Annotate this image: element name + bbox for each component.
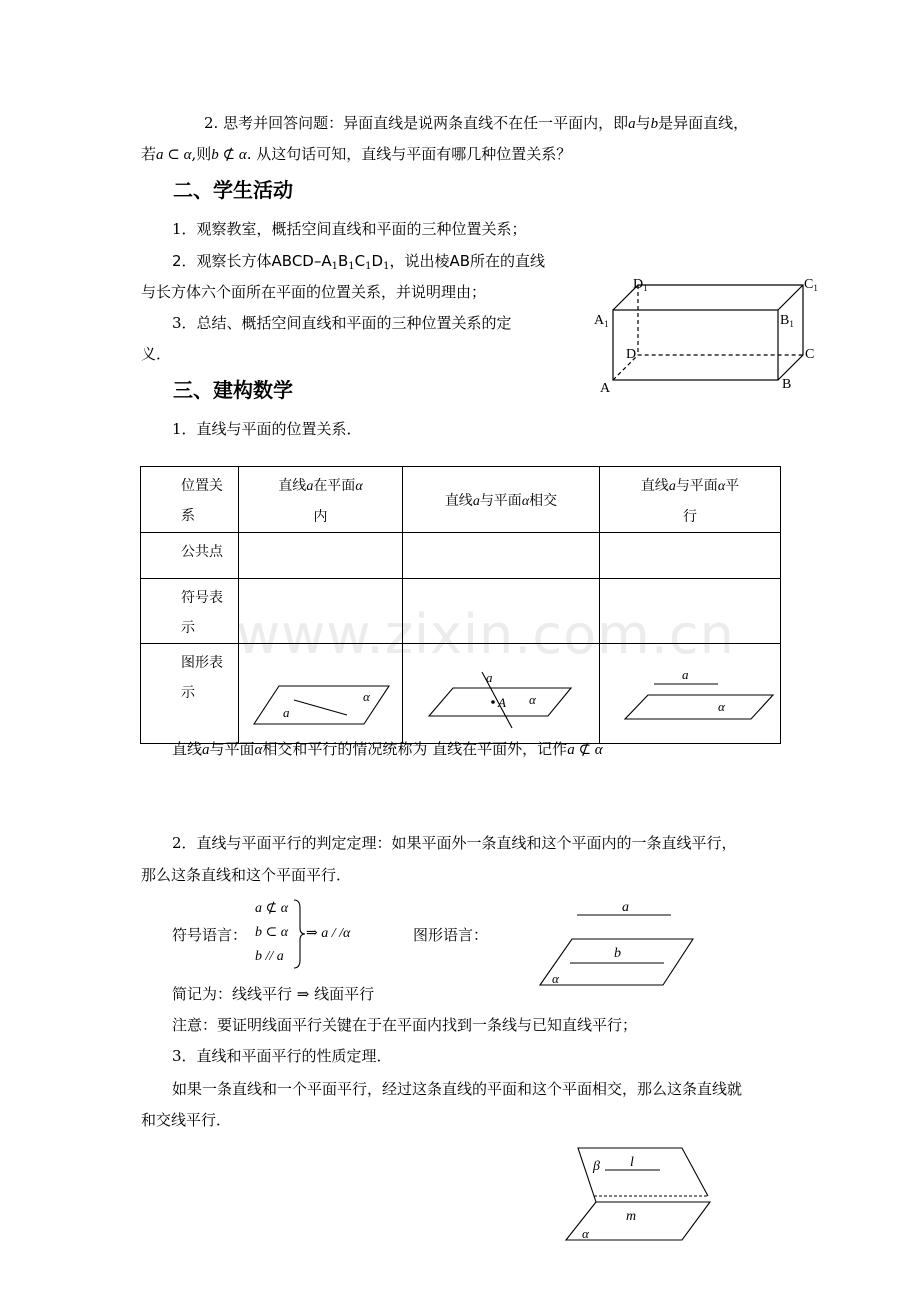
svg-text:a: a	[283, 705, 290, 720]
table-cell: 直线a与平面α平 行	[600, 467, 781, 533]
symbol-condition-1: a ⊄ α	[255, 901, 289, 916]
table-row	[141, 579, 781, 644]
activity-item-3: 3．总结、概括空间直线和平面的三种位置关系的定	[172, 314, 512, 332]
table-cell	[141, 644, 239, 744]
label-a: A	[600, 381, 611, 396]
row-label: 图形表	[181, 655, 223, 671]
row-label: 公共点	[181, 544, 223, 560]
col-header-line2: 内	[313, 509, 328, 525]
brace-icon	[292, 898, 306, 970]
svg-text:a: a	[486, 670, 493, 685]
activity-item-2-cont: 与长方体六个面所在平面的位置关系，并说明理由；	[141, 283, 487, 301]
cuboid-figure	[590, 270, 830, 400]
table-cell	[239, 644, 403, 744]
table-cell	[600, 533, 781, 579]
intro-and: 与	[635, 114, 651, 132]
table-row	[141, 467, 781, 533]
label-c: C	[805, 347, 815, 362]
edge-b1c1	[778, 285, 803, 310]
section-title-construct-math: 三、建构数学	[173, 378, 293, 402]
svg-text:α: α	[582, 1226, 589, 1241]
svg-text:b: b	[614, 946, 621, 961]
sub-1: 1	[383, 261, 390, 272]
table-row	[141, 533, 781, 579]
sub-1: 1	[331, 261, 338, 272]
property-line-1: 如果一条直线和一个平面平行，经过这条直线的平面和这个平面相交，那么这条直线就	[172, 1080, 743, 1098]
table-cell	[403, 579, 600, 644]
label-d: D	[626, 347, 637, 362]
position-relation-table	[140, 466, 781, 744]
svg-text:α: α	[529, 692, 536, 707]
hidden-edges	[613, 355, 803, 380]
construct-item-1: 1．直线与平面的位置关系．	[172, 420, 362, 438]
figure-line-in-plane	[239, 644, 402, 739]
item2-mid: –A	[313, 252, 332, 270]
intro-line-2	[141, 145, 571, 164]
sub-1: 1	[348, 261, 355, 272]
svg-text:α: α	[363, 689, 370, 704]
activity-item-3-cont: 义．	[141, 345, 172, 363]
row-label: 系	[181, 508, 195, 524]
label-b: B	[782, 377, 792, 392]
item2-suffix: ，说出棱AB所在的直线	[389, 252, 546, 270]
label-a1: $A_1$	[594, 313, 609, 329]
subset-expr: a ⊂ α	[156, 147, 192, 163]
svg-text:a: a	[682, 667, 689, 682]
svg-text:α: α	[718, 699, 725, 714]
var-a: a	[628, 116, 636, 132]
symbol-condition-3: b // a	[255, 949, 284, 964]
table-cell: 直线a在平面α 内	[239, 467, 403, 533]
activity-item-1: 1．观察教室，概括空间直线和平面的三种位置关系；	[172, 220, 527, 238]
summary-expr: a ⊄ α	[567, 742, 603, 758]
symbol-language-label: 符号语言：	[172, 926, 248, 944]
table-cell	[600, 644, 781, 744]
symbol-conclusion: ⇒ a / /α	[306, 926, 351, 941]
svg-text:β: β	[593, 1159, 600, 1174]
back-edges	[613, 285, 803, 380]
table-cell	[141, 579, 239, 644]
table-cell	[239, 579, 403, 644]
summary-line: 直线a与平面α相交和平行的情况统称为 直线在平面外，记作a ⊄ α	[172, 740, 603, 758]
theorem-line-1: 2．直线与平面平行的判定定理：如果平面外一条直线和这个平面内的一条直线平行，	[172, 834, 737, 852]
row-label: 示	[181, 620, 195, 636]
activity-item-2: 2．观察长方体ABCD–$A_1B_1C_1D_1$，说出棱AB所在的直线	[172, 252, 546, 272]
figure-line-intersects-plane	[403, 644, 599, 739]
watermark: www.zixin.com.cn	[236, 603, 735, 666]
table-cell	[403, 533, 600, 579]
row-label: 示	[181, 685, 195, 701]
row-label: 符号表	[181, 590, 223, 606]
intro-ruo: 若	[141, 145, 157, 163]
table-cell	[600, 579, 781, 644]
var-b: b	[650, 116, 659, 132]
label-c1: $C_1$	[804, 277, 818, 293]
svg-text:a: a	[622, 900, 629, 915]
theorem-figure	[530, 893, 700, 993]
intro-text: 2. 思考并回答问题：异面直线是说两条直线不在任一平面内，即	[204, 114, 629, 132]
table-cell	[403, 644, 600, 744]
sub-1: 1	[365, 261, 372, 272]
property-figure	[560, 1140, 720, 1246]
intro-line-1	[204, 114, 748, 133]
intro-ze: ,则	[191, 145, 212, 163]
property-title: 3．直线和平面平行的性质定理．	[172, 1047, 392, 1065]
svg-text:A: A	[498, 695, 506, 710]
label-d1: $D_1$	[633, 277, 648, 293]
svg-text:m: m	[626, 1209, 637, 1224]
theorem-line-2: 那么这条直线和这个平面平行．	[141, 866, 352, 884]
figure-line-parallel-plane	[600, 644, 780, 739]
table-cell	[239, 533, 403, 579]
col-header-line2: 行	[683, 509, 697, 525]
intro-question: . 从这句话可知，直线与平面有哪几种位置关系？	[246, 145, 572, 163]
intro-text-end: 是异面直线，	[658, 114, 749, 132]
label-b1: $B_1$	[780, 313, 794, 329]
theorem-short: 简记为：线线平行 ⇒ 线面平行	[172, 985, 375, 1003]
property-line-2: 和交线平行．	[141, 1111, 232, 1129]
svg-text:α: α	[552, 971, 559, 986]
table-row	[141, 644, 781, 744]
section-title-student-activity: 二、学生活动	[173, 178, 293, 202]
table-cell: 直线a与平面α相交	[403, 467, 600, 533]
table-cell	[141, 533, 239, 579]
not-subset-expr: b ⊄ α	[211, 147, 247, 163]
theorem-note: 注意：要证明线面平行关键在于在平面内找到一条线与已知直线平行；	[172, 1016, 638, 1034]
svg-text:l: l	[630, 1155, 634, 1170]
item2-prefix: 2．观察长方体ABCD	[172, 252, 314, 270]
symbol-condition-2: b ⊂ α	[255, 925, 289, 940]
table-cell	[141, 467, 239, 533]
graph-language-label: 图形语言：	[413, 926, 489, 944]
row-label: 位置关	[181, 478, 223, 494]
